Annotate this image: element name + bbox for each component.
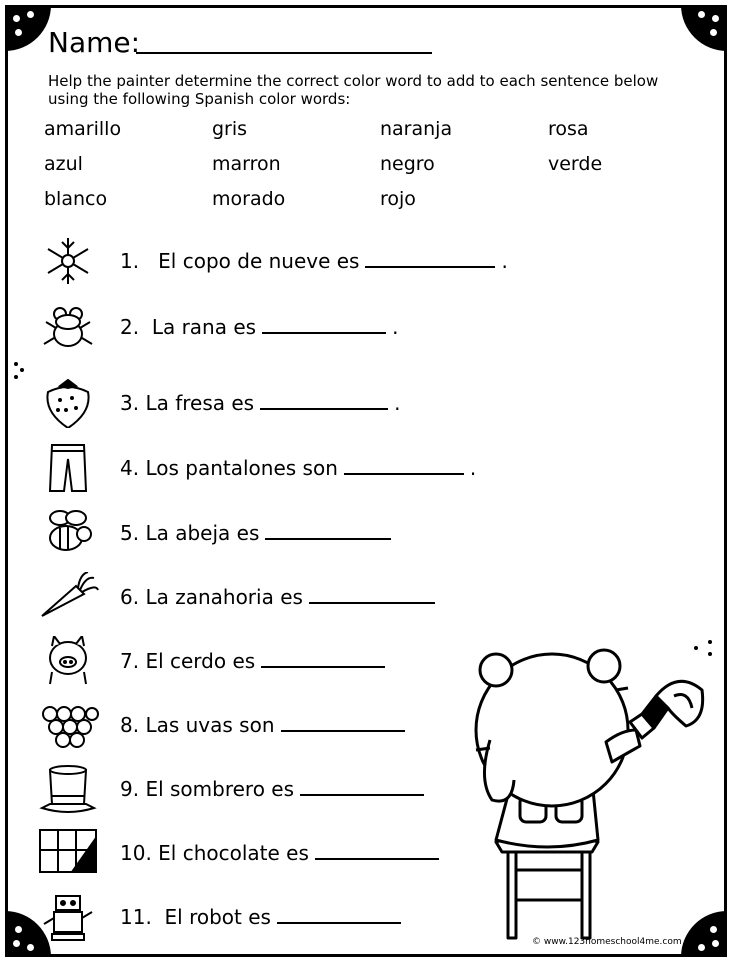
instructions: Help the painter determine the correct color word to add to each sentence below using the following Spanish color words: <box>48 72 659 108</box>
question-text: 7. El cerdo es <box>120 649 391 673</box>
grapes-icon <box>36 700 100 750</box>
frog-icon <box>36 302 100 352</box>
answer-blank[interactable] <box>261 665 385 668</box>
question-row <box>36 236 536 286</box>
question-row <box>36 636 536 686</box>
question-row <box>36 828 536 878</box>
question-row <box>36 892 536 942</box>
answer-blank[interactable] <box>365 265 495 268</box>
question-row <box>36 572 536 622</box>
color-word: naranja <box>380 118 453 140</box>
copyright-credit: © www.123homeschool4me.com <box>532 937 682 947</box>
answer-blank[interactable] <box>344 472 464 475</box>
carrot-icon <box>36 572 100 622</box>
hat-icon <box>36 764 100 814</box>
question-text: 10. El chocolate es <box>120 841 445 865</box>
color-word: azul <box>44 153 83 175</box>
question-text: 6. La zanahoria es <box>120 585 441 609</box>
robot-icon <box>36 892 100 942</box>
painter-bear-illustration <box>472 630 712 942</box>
answer-blank[interactable] <box>315 857 439 860</box>
question-row <box>36 508 536 558</box>
color-word: negro <box>380 153 435 175</box>
strawberry-icon <box>36 378 100 428</box>
question-text: 4. Los pantalones son . <box>120 456 477 480</box>
question-text: 5. La abeja es <box>120 521 397 545</box>
color-word: verde <box>548 153 603 175</box>
answer-blank[interactable] <box>309 601 435 604</box>
question-text: 9. El sombrero es <box>120 777 430 801</box>
answer-blank[interactable] <box>260 407 388 410</box>
chocolate-icon <box>36 828 100 878</box>
snowflake-icon <box>36 236 100 286</box>
answer-blank[interactable] <box>300 793 424 796</box>
question-row <box>36 700 536 750</box>
name-field[interactable] <box>136 52 432 54</box>
answer-blank[interactable] <box>281 729 405 732</box>
color-word: rojo <box>380 188 416 210</box>
question-text: 8. Las uvas son <box>120 713 411 737</box>
color-word: gris <box>212 118 248 140</box>
color-word: morado <box>212 188 286 210</box>
question-row <box>36 443 536 493</box>
pig-icon <box>36 636 100 686</box>
question-text: 3. La fresa es . <box>120 391 401 415</box>
answer-blank[interactable] <box>277 921 401 924</box>
question-row <box>36 378 536 428</box>
name-label: Name: <box>48 26 141 59</box>
answer-blank[interactable] <box>265 537 391 540</box>
bee-icon <box>36 508 100 558</box>
color-word: marron <box>212 153 281 175</box>
question-text: 2. La rana es . <box>120 315 399 339</box>
answer-blank[interactable] <box>262 331 386 334</box>
question-text: 11. El robot es <box>120 905 407 929</box>
color-word: blanco <box>44 188 108 210</box>
pants-icon <box>36 443 100 493</box>
question-row <box>36 302 536 352</box>
question-row <box>36 764 536 814</box>
color-word: amarillo <box>44 118 122 140</box>
color-word: rosa <box>548 118 589 140</box>
question-text: 1. El copo de nueve es . <box>120 249 508 273</box>
